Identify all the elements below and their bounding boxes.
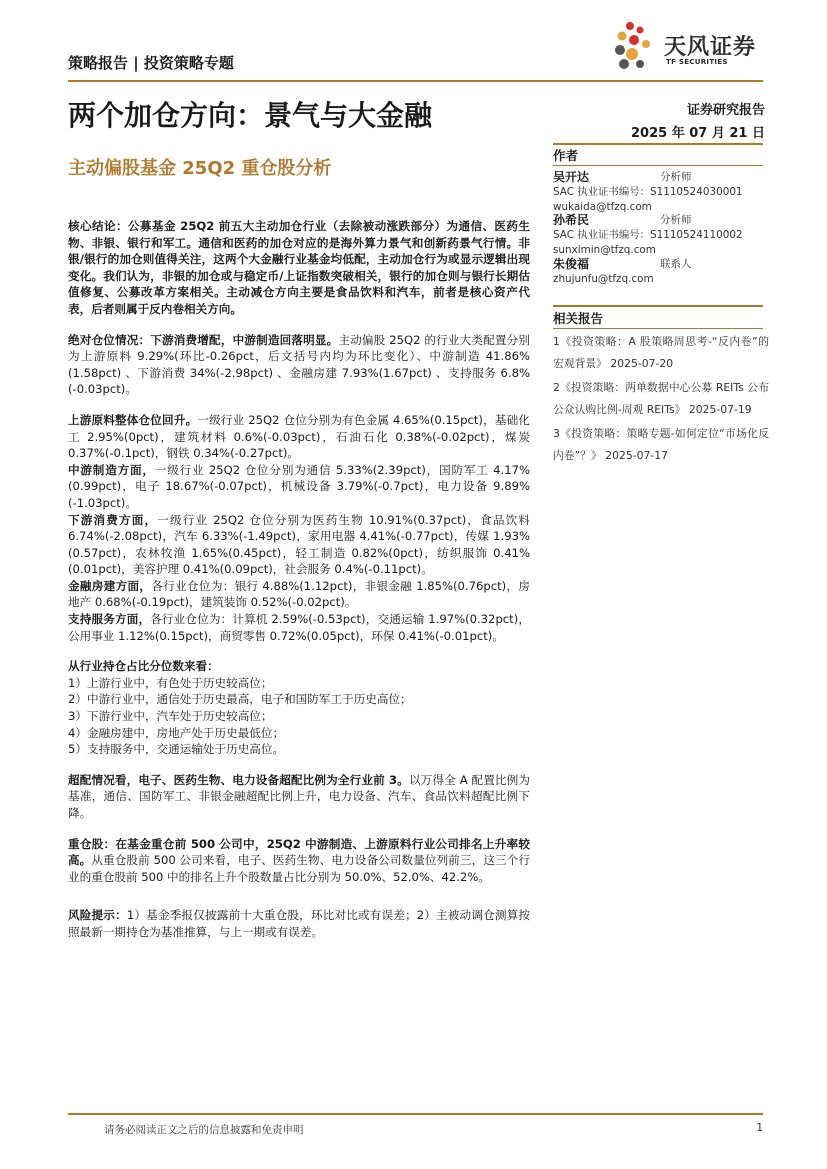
absolute-position-lead: 绝对仓位情况：下游消费增配，中游制造回落明显。: [68, 332, 339, 347]
report-series: 策略报告 | 投资策略专题: [68, 54, 234, 72]
heavy-holdings-lead: 重仓股：在基金重仓前 500 公司中，25Q2 中游制造、上游原料行业公司排名上升率较高。: [68, 836, 530, 868]
related-report-link[interactable]: 2《投资策略：两单数据中心公募 REITs 公布公众认购比例-周观 REITs》 2025-07-19: [553, 381, 769, 416]
related-heading-rule: [553, 328, 763, 329]
footer-disclaimer[interactable]: 请务必阅读正文之后的信息披露和免责申明: [104, 1124, 304, 1136]
downstream-lead: 下游消费方面，: [68, 512, 158, 527]
related-top-rule: [553, 305, 763, 307]
services-text: 各行业仓位为：计算机 2.59%(-0.53pct)，交通运输 1.97%(0.32pct)，公用事业 1.12%(0.15pct)，商贸零售 0.72%(0.05pct)，环保 0.41%(-0.01pct)。: [68, 612, 530, 643]
list-item: 2）中游行业中，通信处于历史最高，电子和国防军工于历史高位；: [68, 692, 412, 707]
author-role: 联系人: [660, 258, 692, 270]
authors-top-rule: [553, 143, 763, 145]
author-block: [553, 257, 763, 287]
report-title: 两个加仓方向：景气与大金融: [68, 99, 433, 132]
related-heading: 相关报告: [553, 311, 604, 326]
list-item: 4）金融房建中，房地产处于历史最低位；: [68, 725, 285, 740]
related-report-link[interactable]: 3《投资策略：策略专题-如何定位“市场化反内卷”？》 2025-07-17: [553, 427, 769, 462]
overweight-paragraph: [68, 772, 530, 822]
author-block: [553, 213, 763, 258]
overweight-text: 以万得全 A 配置比例为基准，通信、国防军工、非银金融超配比例上升，电力设备、汽车、食品饮料超配比例下降。: [68, 772, 530, 820]
finance-text: 各行业仓位为：银行 4.88%(1.12pct)，非银金融 1.85%(0.76pct)，房地产 0.68%(-0.19pct)，建筑装饰 0.52%(-0.02pct)。: [68, 578, 530, 610]
midstream-paragraph: [68, 462, 530, 512]
services-paragraph: [68, 611, 530, 644]
core-conclusion-text: 核心结论：公募基金 25Q2 前五大主动加仓行业（去除被动涨跌部分）为通信、医药生物、非银、银行和军工。通信和医药的加仓对应的是海外算力景气和创新药景气行情。非银/银行的加仓则值得关注，这两个大金融行业基金均低配，主动加仓行为或显示逻辑出现变化。我们认为，非银的加仓或与稳定币/上证指数突破相关，银行的加仓则与银行长期估值修复、公募改革方案相关。主动减仓方向主要是食品饮料和汽车，前者是核心资产代表，后者则属于反内卷相关方向。: [68, 219, 530, 316]
upstream-text: 一级行业 25Q2 仓位分别为有色金属 4.65%(0.15pct)，基础化工 2.95%(0pct)，建筑材料 0.6%(-0.03pct)，石油石化 0.38%(-0.02pct)，煤炭 0.37%(-0.1pct)，钢铁 0.34%(-0.27pct)。: [68, 412, 530, 461]
heavy-holdings-paragraph: [68, 836, 530, 886]
author-email[interactable]: wukaida@tfzq.com: [553, 201, 652, 213]
author-name: 朱俊福: [553, 257, 590, 271]
risk-lead: 风险提示：: [68, 908, 127, 923]
report-type: 证券研究报告: [686, 103, 765, 118]
core-conclusion: [68, 218, 530, 318]
midstream-lead: 中游制造方面，: [68, 462, 155, 477]
author-cert: SAC 执业证书编号：S1110524030001: [553, 186, 743, 198]
author-email[interactable]: zhujunfu@tfzq.com: [553, 273, 654, 285]
author-name: 吴开达: [553, 170, 590, 184]
brand-name-en: TF SECURITIES: [666, 58, 728, 66]
author-email[interactable]: sunximin@tfzq.com: [553, 244, 656, 256]
report-date: 2025 年 07 月 21 日: [631, 126, 765, 141]
author-cert: SAC 执业证书编号：S1110524110002: [553, 229, 743, 241]
related-report-link[interactable]: 1《投资策略：A 股策略周思考-“反内卷”的宏观背景》 2025-07-20: [553, 335, 769, 370]
services-lead: 支持服务方面，: [68, 612, 151, 627]
heavy-holdings-text: 从重仓股前 500 公司来看，电子、医药生物、电力设备公司数量位列前三，这三个行业的重仓股前 500 中的排名上升个股数量占比分别为 50.0%、52.0%、42.2%。: [68, 853, 530, 884]
list-item: 3）下游行业中，汽车处于历史较高位；: [68, 709, 273, 724]
absolute-position-paragraph: [68, 332, 530, 398]
finance-paragraph: [68, 578, 530, 611]
author-role: 分析师: [660, 171, 692, 183]
risk-paragraph: [68, 907, 530, 940]
authors-heading-rule: [553, 165, 763, 166]
brand-name-cn: 天风证券: [664, 35, 757, 60]
upstream-lead: 上游原料整体仓位回升。: [68, 412, 198, 427]
upstream-paragraph: [68, 412, 530, 462]
downstream-paragraph: [68, 512, 530, 578]
risk-text: 1）基金季报仅披露前十大重仓股，环比对比或有误差；2）主被动调仓测算按照最新一期持仓为基准推算，与上一期或有误差。: [68, 908, 530, 939]
footer-divider: [68, 1113, 763, 1115]
related-reports-list: [553, 331, 769, 469]
list-item: 1）上游行业中，有色处于历史较高位；: [68, 675, 273, 690]
page-number: 1: [756, 1122, 763, 1134]
author-role: 分析师: [660, 214, 692, 226]
report-body: [68, 218, 530, 941]
percentile-heading: 从行业持仓占比分位数来看：: [68, 659, 219, 674]
author-name: 孙希民: [553, 213, 590, 227]
report-subtitle: 主动偏股基金 25Q2 重仓股分析: [68, 158, 332, 179]
brand-logo-icon: [610, 18, 666, 74]
authors-heading: 作者: [553, 148, 579, 163]
overweight-lead: 超配情况看，电子、医药生物、电力设备超配比例为全行业前 3。: [68, 772, 409, 787]
list-item: 5）支持服务中，交通运输处于历史高位。: [68, 742, 285, 757]
downstream-text: 一级行业 25Q2 仓位分别为医药生物 10.91%(0.37pct)，食品饮料 6.74%(-2.08pct)，汽车 6.33%(-1.49pct)，家用电器 4.41%(-0.77pct)，传媒 1.93%(0.57pct)，农林牧渔 1.65%(0.45pct)，轻工制造 0.82%(0pct)，纺织服饰 0.41%(0.01pct)，美容护理 0.41%(0.09pct)，社会服务 0.4%(-0.11pct)。: [68, 512, 530, 577]
header-divider: [68, 80, 763, 82]
absolute-position-text: 主动偏股 25Q2 的行业大类配置分别为上游原料 9.29%(环比-0.26pct，后文括号内均为环比变化）、中游制造 41.86%(1.58pct) 、下游消费 34%(-2.98pct) 、金融房建 7.93%(1.67pct) 、支持服务 6.8%(-0.03pct)。: [68, 332, 530, 397]
finance-lead: 金融房建方面，: [68, 578, 152, 593]
midstream-text: 一级行业 25Q2 仓位分别为通信 5.33%(2.39pct)，国防军工 4.17%(0.99pct)，电子 18.67%(-0.07pct)，机械设备 3.79%(-0.7pct)，电力设备 9.89%(-1.03pct)。: [68, 462, 530, 510]
author-block: [553, 170, 763, 215]
